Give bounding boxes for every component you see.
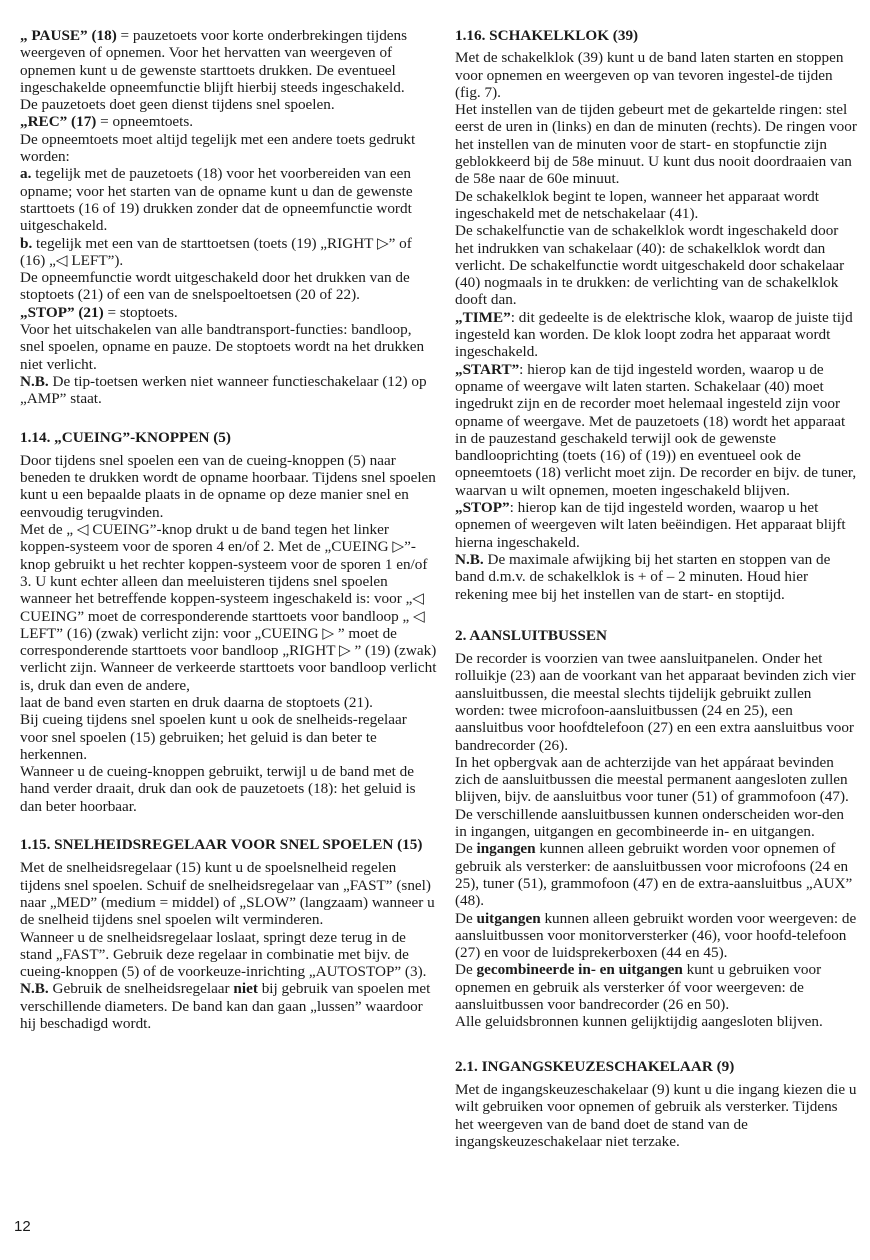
klok-paragraph-2: Het instellen van de tijden gebeurt met de gekartelde ringen: stel eerst de uren in (links) en dan de minuten (rechts). De ringen voor het instellen van de minuten voor de start- en stopfunctie zijn geblokkeerd bij de 58e minuut. U kunt dus nooit doordraaien van de 58e naar de 60e minuut. bbox=[455, 101, 857, 188]
bus-emphasis: ingangen bbox=[476, 840, 536, 858]
bus-text: kunnen alleen gebruikt worden voor opnemen of gebruik als versterker: de aansluitbussen voor microfoons (24 en 25), tuner (51), grammofoon (47) en de extra-aansluitbus „AUX” (48). bbox=[455, 840, 853, 910]
bus-text: kunnen alleen gebruikt worden voor weergeven: de aansluitbussen voor monitorversterker (46), voor hoofd-telefoon (27) en voor de luidsprekerboxen (44 en 45). bbox=[455, 909, 857, 962]
nb-note-1 bbox=[20, 373, 438, 408]
rec-text: = opneemtoets. bbox=[96, 113, 194, 131]
nb-label: N.B. bbox=[20, 372, 49, 390]
rec-note: De opneemtoets moet altijd tegelijk met een andere toets gedrukt worden: bbox=[20, 130, 416, 166]
bus-paragraph-2: In het opbergvak aan de achterzijde van het appáraat bevinden zich de aansluitbussen die meestal permanent aangesloten zullen blijven, bijv. de aansluitbus voor tuner (51) of grammofoon (47). bbox=[455, 753, 849, 806]
speed-paragraph-1: Met de snelheidsregelaar (15) kunt u de spoelsnelheid regelen tijdens snel spoelen. Schuif de snelheidsregelaar van „FAST” (snel) naar „MED” (medium = middel) of „SLOW” (langzaam) wanneer u de snelheid tijdens snel spoelen wilt verminderen. bbox=[20, 859, 435, 929]
start-label: „START” bbox=[455, 360, 520, 378]
cueing-paragraph-4: Bij cueing tijdens snel spoelen kunt u ook de snelheids-regelaar voor snel spoelen (15) gebruiken; het geluid is dan beter te herkennen. bbox=[20, 711, 407, 763]
nb-text-a: Gebruik de snelheidsregelaar bbox=[48, 980, 234, 998]
speed-paragraph-2: Wanneer u de snelheidsregelaar loslaat, springt deze terug in de stand „FAST”. Gebruik deze regelaar in combinatie met bijv. de cueing-knoppen (5) of de voorkeuze-inrichting „AUTOSTOP” (3). bbox=[20, 928, 427, 981]
klok-paragraph-4: De schakelfunctie van de schakelklok wordt ingeschakeld door het indrukken van schakelaar (40): de schakelklok wordt dan verlicht. De schakelfunctie wordt uitgeschakeld door schakelaar (40) nogmaals in te drukken: de verlichting van de schakelklok dooft dan. bbox=[455, 222, 845, 309]
bus-emphasis: gecombineerde in- en uitgangen bbox=[476, 961, 683, 979]
ingang-paragraph-1: Met de ingangskeuzeschakelaar (9) kunt u die ingang kiezen die u wilt gebruiken voor opnemen of gebruik als versterker. Tijdens het weergeven van de band doet de stand van de ingangskeuzeschakelaar niet terzake. bbox=[455, 1080, 857, 1150]
bus-text: De bbox=[455, 961, 477, 979]
item-b-label: b. bbox=[20, 234, 33, 252]
nb-note-3 bbox=[455, 551, 857, 603]
spacer bbox=[455, 1031, 857, 1058]
bus-paragraph-7: Alle geluidsbronnen kunnen gelijktijdig aangesloten blijven. bbox=[455, 1013, 823, 1031]
stop-paragraph bbox=[20, 304, 438, 321]
bus-text: De bbox=[455, 840, 477, 858]
cueing-paragraph-5: Wanneer u de cueing-knoppen gebruikt, terwijl u de band met de hand verder draait, druk dan ook de pauzetoets (18): het geluid is dan beter hoorbaar. bbox=[20, 763, 416, 815]
bus-paragraph-3: De verschillende aansluitbussen kunnen onderscheiden wor-den in ingangen, uitgangen en gecombineerde in- en uitgangen. bbox=[455, 805, 844, 841]
pause-paragraph bbox=[20, 27, 438, 96]
rec-off-note: De opneemfunctie wordt uitgeschakeld door het drukken van de stoptoets (21) of een van de snelspoeltoetsen (20 of 22). bbox=[20, 269, 410, 304]
spacer bbox=[20, 815, 438, 836]
page-number: 12 bbox=[14, 1218, 31, 1235]
rec-item-b bbox=[20, 235, 438, 270]
cueing-paragraph-3: laat de band even starten en druk daarna de stoptoets (21). bbox=[20, 693, 373, 711]
time-text: : dit gedeelte is de elektrische klok, waarop de juiste tijd ingesteld kan worden. De klok loopt zodra het apparaat wordt ingeschakeld. bbox=[455, 308, 853, 361]
cueing-paragraph-1: Door tijdens snel spoelen een van de cueing-knoppen (5) naar beneden te drukken wordt de opname hoorbaar. Tijdens snel spoelen kunt u een bepaalde plaats in de opname op deze manier snel en eenvoudig terugvinden. bbox=[20, 451, 436, 521]
heading-2-1: 2.1. INGANGSKEUZESCHAKELAAR (9) bbox=[455, 1057, 735, 1075]
bus-paragraph-4 bbox=[455, 840, 857, 909]
bus-text: De bbox=[455, 909, 477, 927]
stop-text: = stoptoets. bbox=[103, 303, 178, 321]
nb-emphasis: niet bbox=[233, 980, 258, 998]
nb-text-b: bij gebruik van spoelen met verschillende diameters. De band kan dan gaan „lussen” waardoor hij beschadigd wordt. bbox=[20, 980, 431, 1033]
start-paragraph bbox=[455, 361, 857, 499]
stop-label: „STOP” (21) bbox=[20, 303, 104, 321]
pause-text: = pauzetoets voor korte onderbrekingen tijdens weergeven of opnemen. Voor het hervatten van weergeven of opnemen kunt u de gewenste starttoets drukken. De eventueel ingeschakelde opneemfunctie blijft hierbij steeds ingeschakeld. bbox=[20, 27, 408, 96]
time-paragraph bbox=[455, 309, 857, 361]
bus-paragraph-5 bbox=[455, 910, 857, 962]
nb-label: N.B. bbox=[20, 980, 49, 998]
nb-text: De tip-toetsen werken niet wanneer functieschakelaar (12) op „AMP” staat. bbox=[20, 372, 427, 408]
heading-1-14: 1.14. „CUEING”-KNOPPEN (5) bbox=[20, 428, 231, 446]
spacer bbox=[455, 603, 857, 627]
pause-label: „ PAUSE” (18) bbox=[20, 27, 117, 44]
stop-note: Voor het uitschakelen van alle bandtransport-functies: bandloop, snel spoelen, opname en pauze. De stoptoets wordt na het drukken niet verlicht. bbox=[20, 321, 425, 373]
bus-emphasis: uitgangen bbox=[476, 909, 541, 927]
nb-text: De maximale afwijking bij het starten en stoppen van de band d.m.v. de schakelklok is + of – 2 minuten. Houd hier rekening mee bij het instellen van de start- en stoptijd. bbox=[455, 550, 831, 603]
nb-note-2 bbox=[20, 980, 438, 1032]
rec-label: „REC” (17) bbox=[20, 113, 97, 131]
stop-label-right: „STOP” bbox=[455, 499, 510, 517]
heading-2: 2. AANSLUITBUSSEN bbox=[455, 626, 607, 644]
rec-item-a bbox=[20, 165, 438, 234]
spacer bbox=[20, 408, 438, 429]
cueing-paragraph-2: Met de „ ◁ CUEING”-knop drukt u de band tegen het linker koppen-systeem voor de sporen 4 en/of 2. Met de „CUEING ▷”-knop gebruikt u het rechter koppen-systeem voor de sporen 1 en/of 3. U kunt echter alleen dan meeluisteren tijdens snel spoelen wanneer het betreffende koppen-systeem ingeschakeld is: voor „◁ CUEING” moet de corresponderende starttoets voor bandloop „ ◁ LEFT” (16) (zwak) verlicht zijn: voor „CUEING ▷ ” moet de corresponderende starttoets voor bandloop „RIGHT ▷ ” (19) (zwak) verlicht zijn. Wanneer de verkeerde starttoets voor bandloop verlicht is, druk dan even de andere, bbox=[20, 521, 437, 694]
nb-label: N.B. bbox=[455, 550, 484, 568]
start-text: : hierop kan de tijd ingesteld worden, waarop u de opname of weergave wilt laten starten. Schakelaar (40) moet ingedrukt zijn en de recorder moet helemaal ingesteld zijn voor opname of weergave. Met de pauzetoets (18) wordt het apparaat in de pauzestand geschakeld terwijl ook de gewenste bandlooprichting (toets (16) of (19)) en eventueel ook de opneemtoets (18) verlicht moet zijn. De recorder en bijv. de tuner, waarvan u wilt opnemen, moeten ingeschakeld blijven. bbox=[455, 360, 857, 499]
klok-paragraph-1: Met de schakelklok (39) kunt u de band laten starten en stoppen voor opnemen en weergeven op van tevoren ingestel-de tijden (fig. 7). bbox=[455, 49, 844, 101]
rec-paragraph bbox=[20, 113, 438, 130]
bus-text: kunt u gebruiken voor opnemen en gebruik als versterker óf voor weergeven: de aansluitbussen voor bandrecorder (26 en 50). bbox=[455, 961, 822, 1014]
left-column bbox=[20, 27, 438, 1032]
item-a-text: tegelijk met de pauzetoets (18) voor het voorbereiden van een opname; voor het starten van de opname kunt u dan de gewenste starttoets (16 of 19) drukken zonder dat de opneemfunctie wordt uitgeschakeld. bbox=[20, 165, 413, 235]
heading-1-15: 1.15. SNELHEIDSREGELAAR VOOR SNEL SPOELEN (15) bbox=[20, 836, 423, 854]
bus-paragraph-1: De recorder is voorzien van twee aansluitpanelen. Onder het rolluikje (23) aan de voorkant van het apparaat bevinden zich vier aansluitbussen, die meestal slechts tijdelijk gebruikt zullen worden: twee microfoon-aansluitbussen (24 en 25), een aansluitbus voor hoofdtelefoon (27) en een extra aansluitbus voor bandrecorder (26). bbox=[455, 650, 856, 754]
pause-note: De pauzetoets doet geen dienst tijdens snel spoelen. bbox=[20, 96, 335, 114]
stop-text-right: : hierop kan de tijd ingesteld worden, waarop u het opnemen of weergeven wilt laten beëindigen. Het apparaat blijft hierna ingeschakeld. bbox=[455, 499, 846, 551]
heading-1-16: 1.16. SCHAKELKLOK (39) bbox=[455, 27, 639, 44]
right-column bbox=[455, 27, 857, 1150]
stop-paragraph-right bbox=[455, 499, 857, 551]
bus-paragraph-6 bbox=[455, 961, 857, 1013]
klok-paragraph-3: De schakelklok begint te lopen, wanneer het apparaat wordt ingeschakeld met de netschakelaar (41). bbox=[455, 187, 819, 222]
time-label: „TIME” bbox=[455, 308, 511, 326]
item-b-text: tegelijk met een van de starttoetsen (toets (19) „RIGHT ▷” of (16) „◁ LEFT”). bbox=[20, 234, 412, 269]
item-a-label: a. bbox=[20, 165, 32, 183]
